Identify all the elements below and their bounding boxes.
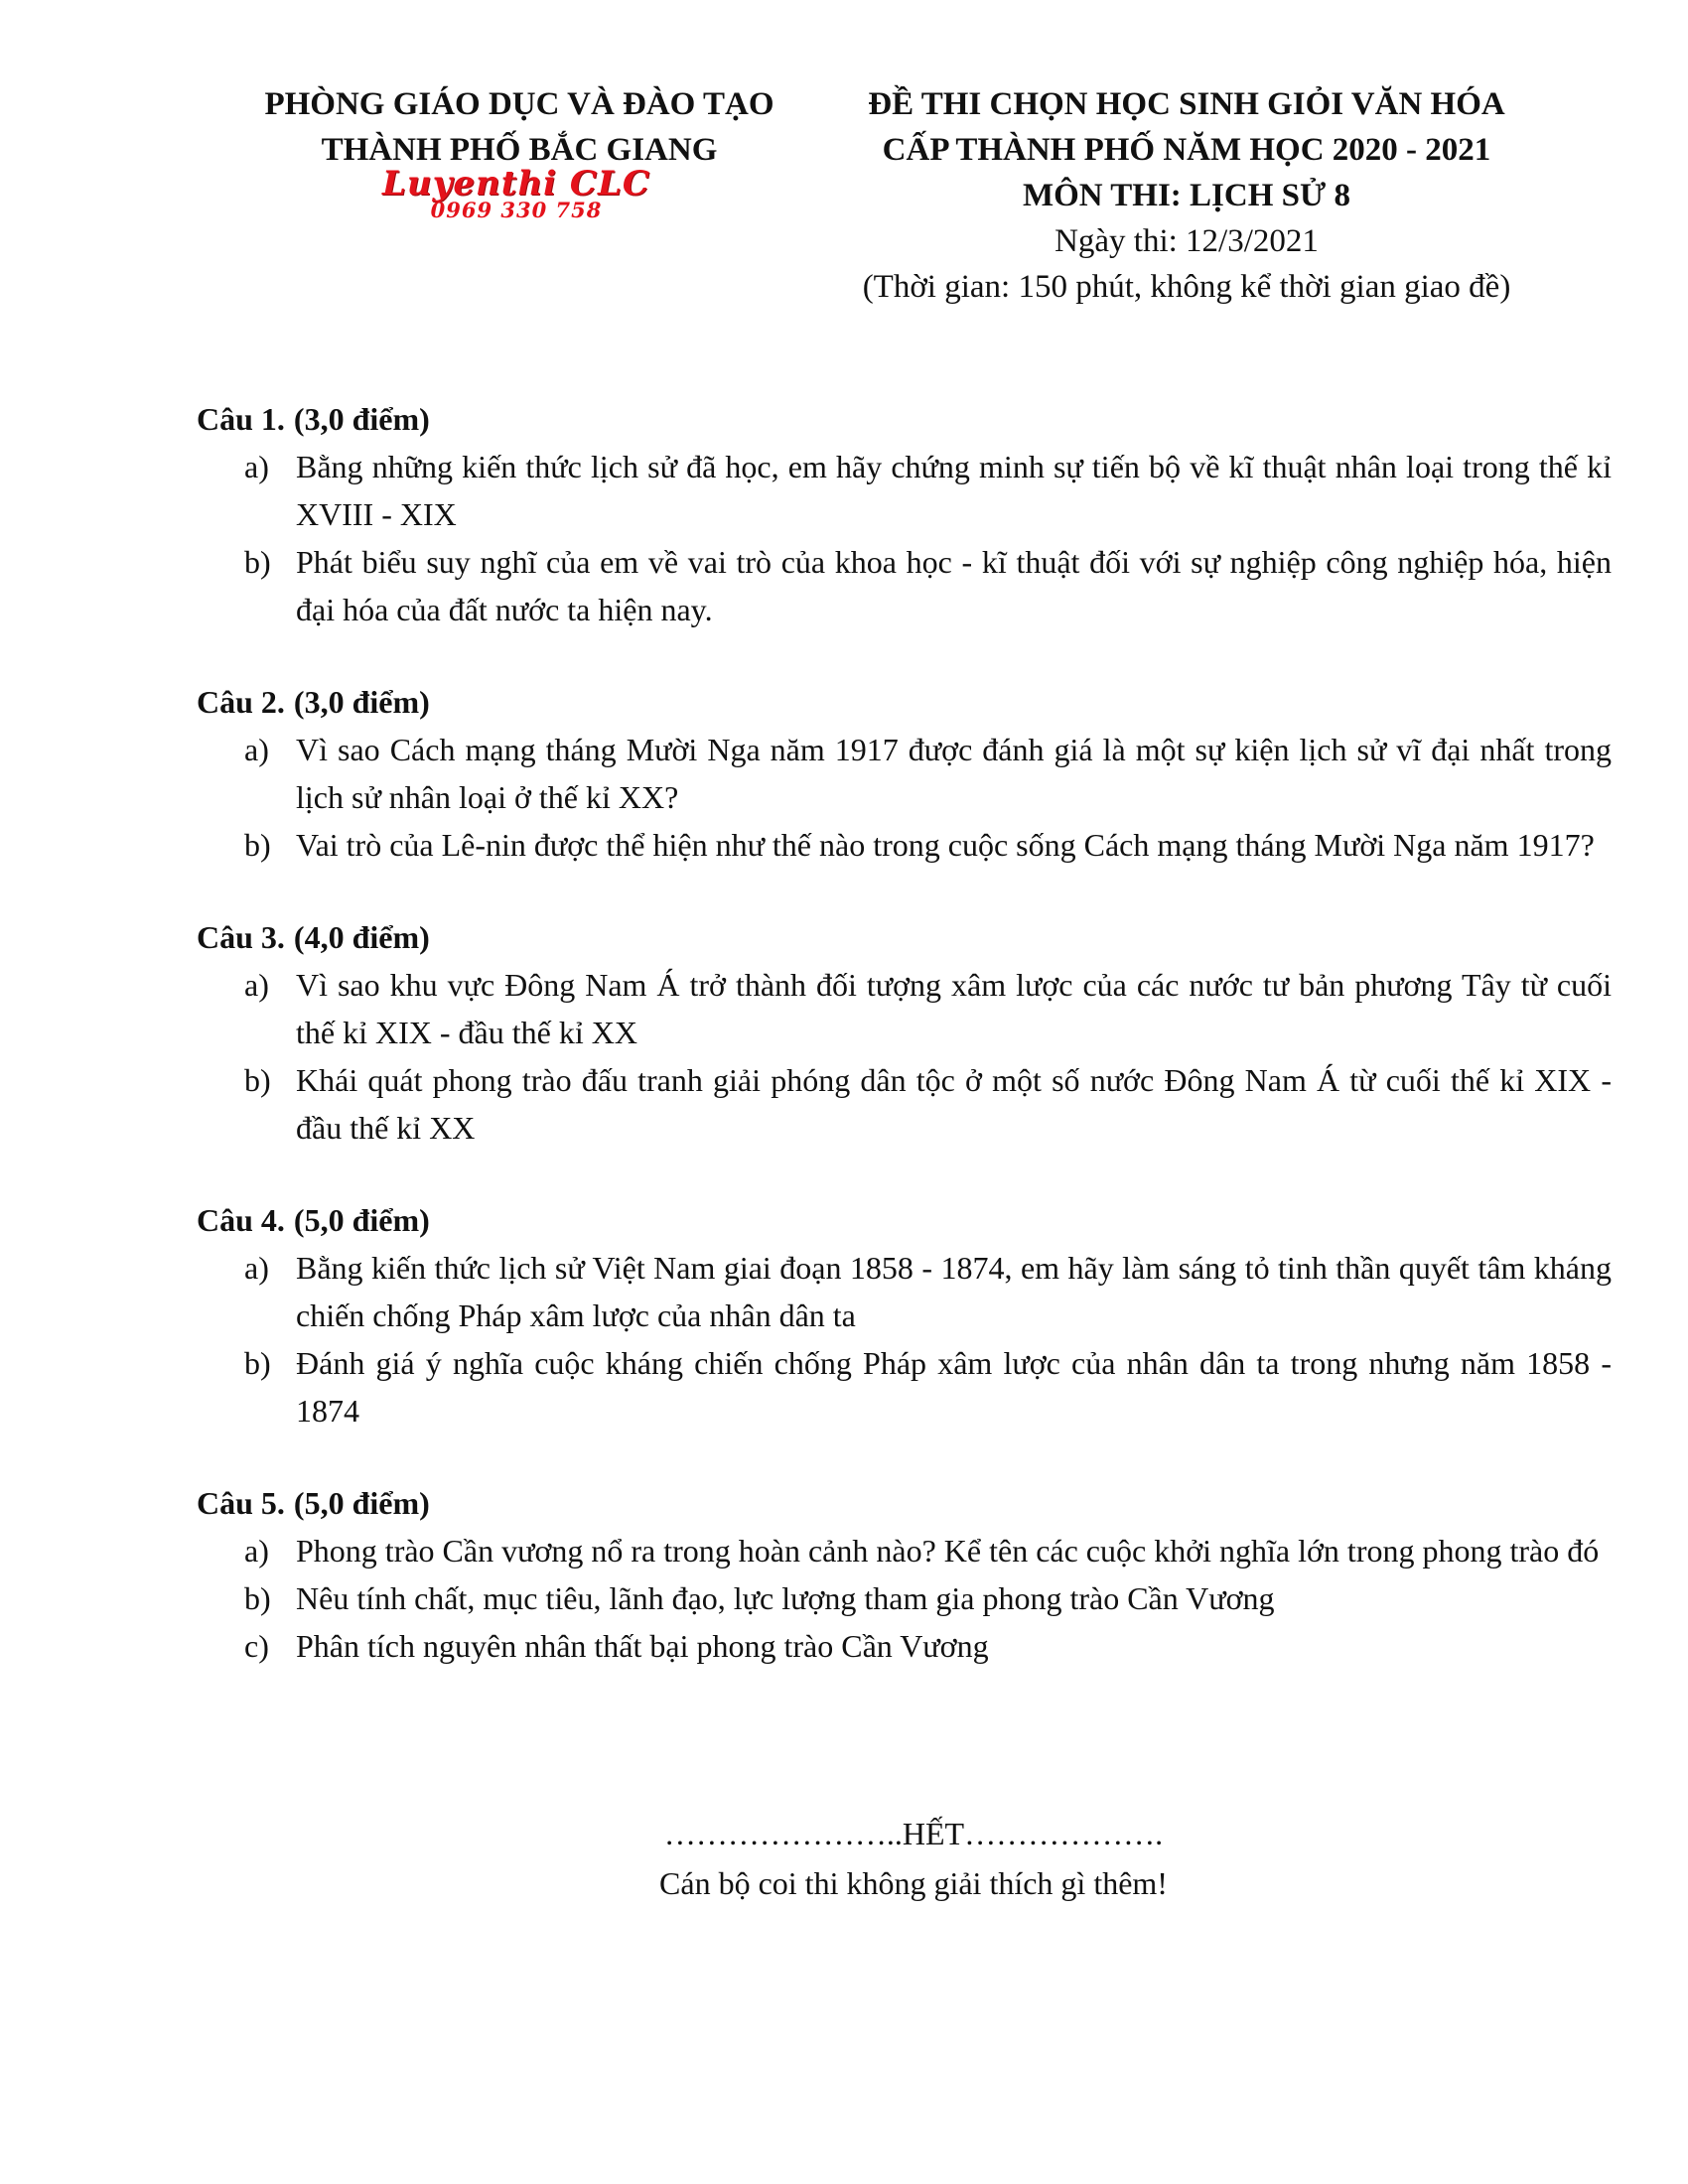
question-item [197, 538, 1612, 633]
exam-title-line-1: ĐỀ THI CHỌN HỌC SINH GIỎI VĂN HÓA [868, 86, 1505, 122]
item-text: Vì sao khu vực Đông Nam Á trở thành đối tượng xâm lược của các nước tư bản phương Tây từ cuối thế kỉ XIX - đầu thế kỉ XX [296, 967, 1612, 1050]
question-item [197, 821, 1612, 869]
question-item [197, 1622, 1612, 1670]
question-title [197, 678, 1612, 726]
issuing-office [226, 81, 812, 173]
question-title [197, 1196, 1612, 1244]
item-text: Vì sao Cách mạng tháng Mười Nga năm 1917 được đánh giá là một sự kiện lịch sử vĩ đại nhất trong lịch sử nhân loại ở thế kỉ XX? [296, 732, 1612, 815]
question-4 [197, 1196, 1612, 1434]
brand-name: Luyenthi CLC [382, 164, 650, 204]
exam-heading [824, 81, 1549, 310]
question-number: Câu 2. [197, 684, 285, 720]
item-text: Khái quát phong trào đấu tranh giải phóng dân tộc ở một số nước Đông Nam Á từ cuối thế kỉ XIX - đầu thế kỉ XX [296, 1062, 1612, 1146]
item-label: b) [244, 1062, 271, 1098]
item-text: Phân tích nguyên nhân thất bại phong trào Cần Vương [296, 1628, 989, 1664]
question-points: (5,0 điểm) [293, 1202, 430, 1238]
item-label: a) [244, 732, 269, 767]
question-points: (4,0 điểm) [293, 919, 430, 955]
brand-watermark [357, 164, 675, 226]
end-marker: …………………..HẾT………………. [663, 1816, 1164, 1851]
question-5 [197, 1479, 1612, 1670]
exam-title-line-2: CẤP THÀNH PHỐ NĂM HỌC 2020 - 2021 [882, 132, 1491, 168]
question-title [197, 913, 1612, 961]
item-text: Đánh giá ý nghĩa cuộc kháng chiến chống Pháp xâm lược của nhân dân ta trong nhưng năm 1858 - 1874 [296, 1345, 1612, 1429]
question-number: Câu 5. [197, 1485, 285, 1521]
question-item [197, 1574, 1612, 1622]
item-label: b) [244, 544, 271, 580]
question-3 [197, 913, 1612, 1152]
item-text: Vai trò của Lê-nin được thể hiện như thế nào trong cuộc sống Cách mạng tháng Mười Nga năm 1917? [296, 827, 1595, 863]
question-1 [197, 395, 1612, 633]
question-item [197, 726, 1612, 821]
question-title [197, 1479, 1612, 1527]
question-item [197, 1056, 1612, 1152]
question-item [197, 443, 1612, 538]
item-label: b) [244, 1580, 271, 1616]
item-label: a) [244, 967, 269, 1003]
question-points: (5,0 điểm) [293, 1485, 430, 1521]
brand-phone: 0969 330 758 [430, 198, 603, 222]
exam-date: Ngày thi: 12/3/2021 [1055, 223, 1319, 259]
question-number: Câu 4. [197, 1202, 285, 1238]
question-item [197, 1527, 1612, 1574]
office-line-2: THÀNH PHỐ BẮC GIANG [321, 132, 718, 168]
office-line-1: PHÒNG GIÁO DỤC VÀ ĐÀO TẠO [264, 86, 774, 122]
item-label: b) [244, 827, 271, 863]
item-text: Phong trào Cần vương nổ ra trong hoàn cảnh nào? Kể tên các cuộc khởi nghĩa lớn trong phong trào đó [296, 1533, 1600, 1569]
item-label: c) [244, 1628, 269, 1664]
question-points: (3,0 điểm) [293, 401, 430, 437]
item-label: b) [244, 1345, 271, 1381]
item-text: Nêu tính chất, mục tiêu, lãnh đạo, lực lượng tham gia phong trào Cần Vương [296, 1580, 1275, 1616]
item-text: Phát biểu suy nghĩ của em về vai trò của khoa học - kĩ thuật đối với sự nghiệp công nghiệp hóa, hiện đại hóa của đất nước ta hiện nay. [296, 544, 1612, 627]
proctor-note: Cán bộ coi thi không giải thích gì thêm! [659, 1865, 1168, 1901]
item-label: a) [244, 449, 269, 484]
exam-duration: (Thời gian: 150 phút, không kể thời gian giao đề) [862, 269, 1511, 305]
question-title [197, 395, 1612, 443]
question-number: Câu 3. [197, 919, 285, 955]
item-label: a) [244, 1250, 269, 1286]
question-number: Câu 1. [197, 401, 285, 437]
exam-subject: MÔN THI: LỊCH SỬ 8 [1022, 178, 1351, 213]
exam-footer [417, 1809, 1410, 1908]
item-label: a) [244, 1533, 269, 1569]
question-item [197, 961, 1612, 1056]
question-item [197, 1244, 1612, 1339]
question-list [197, 395, 1612, 1714]
question-points: (3,0 điểm) [293, 684, 430, 720]
item-text: Bằng những kiến thức lịch sử đã học, em hãy chứng minh sự tiến bộ về kĩ thuật nhân loại trong thế kỉ XVIII - XIX [296, 449, 1612, 532]
question-item [197, 1339, 1612, 1434]
item-text: Bằng kiến thức lịch sử Việt Nam giai đoạn 1858 - 1874, em hãy làm sáng tỏ tinh thần quyết tâm kháng chiến chống Pháp xâm lược của nhân dân ta [296, 1250, 1612, 1333]
question-2 [197, 678, 1612, 869]
